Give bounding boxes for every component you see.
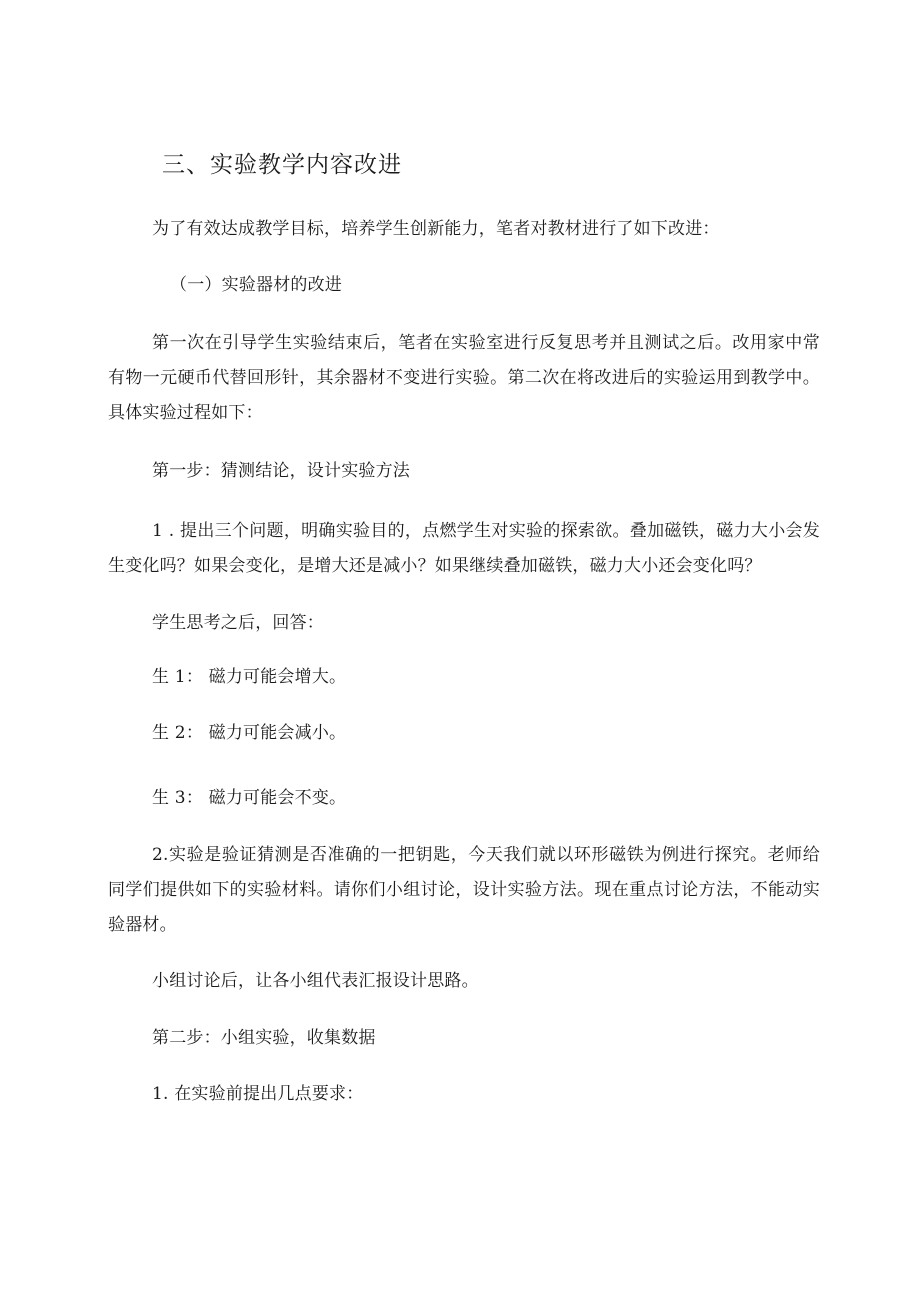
intro-paragraph: 为了有效达成教学目标，培养学生创新能力，笔者对教材进行了如下改进： <box>152 219 720 239</box>
requirements-item: 1. 在实验前提出几点要求： <box>152 1084 364 1104</box>
student-answer-3: 生 3： 磁力可能会不变。 <box>152 788 347 808</box>
subsection-heading: （一）实验器材的改进 <box>170 275 342 295</box>
section-title: 三、实验教学内容改进 <box>162 152 402 178</box>
question-item: 1 . 提出三个问题，明确实验目的，点燃学生对实验的探索欲。叠加磁铁，磁力大小会发生变化吗？如果会变化，是增大还是减小？如果继续叠加磁铁，磁力大小还会变化吗？ <box>108 521 820 576</box>
experiment-design-item: 2.实验是验证猜测是否准确的一把钥匙，今天我们就以环形磁铁为例进行探究。老师给同学们提供如下的实验材料。请你们小组讨论，设计实验方法。现在重点讨论方法，不能动实验器材。 <box>108 845 820 935</box>
step-two-heading: 第二步：小组实验，收集数据 <box>152 1028 376 1048</box>
equipment-paragraph: 第一次在引导学生实验结束后，笔者在实验室进行反复思考并且测试之后。改用家中常有物一元硬币代替回形针，其余器材不变进行实验。第二次在将改进后的实验运用到教学中。具体实验过程如下： <box>108 333 820 423</box>
student-answer-1: 生 1： 磁力可能会增大。 <box>152 667 347 687</box>
student-answer-2: 生 2： 磁力可能会减小。 <box>152 723 347 743</box>
student-think-text: 学生思考之后，回答： <box>152 613 324 633</box>
step-one-heading: 第一步：猜测结论，设计实验方法 <box>152 461 410 481</box>
group-discussion-text: 小组讨论后，让各小组代表汇报设计思路。 <box>152 971 479 991</box>
